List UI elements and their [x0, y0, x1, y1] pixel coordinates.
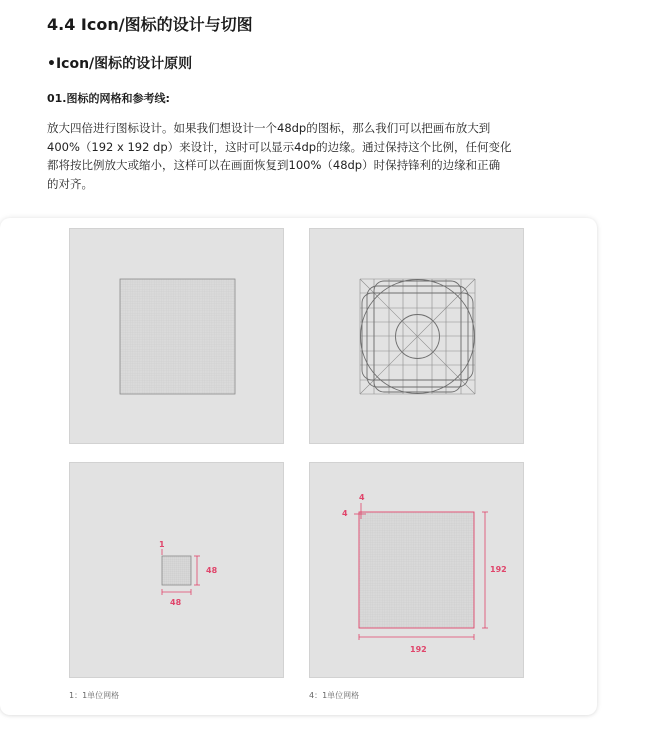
paragraph-line: 放大四倍进行图标设计。如果我们想设计一个48dp的图标，那么我们可以把画布放大到 [47, 121, 491, 135]
width-dimension-label: 192 [410, 645, 427, 654]
small-icon-grid-illustration [70, 463, 285, 679]
keyline-shapes-illustration [310, 229, 525, 445]
margin-top-label: 4 [359, 493, 365, 502]
body-paragraph [47, 119, 547, 193]
page-title: 4.4 Icon/图标的设计与切图 [47, 15, 253, 34]
keyline-panel [309, 228, 524, 444]
paragraph-line: 的对齐。 [47, 176, 93, 191]
height-dimension-label: 48 [206, 566, 218, 575]
height-dimension-label: 192 [490, 565, 507, 574]
unit-label: 1 [159, 540, 165, 549]
figure-caption-left: 1：1单位网格 [69, 691, 120, 700]
margin-left-label: 4 [342, 509, 348, 518]
width-dimension-label: 48 [170, 598, 182, 607]
figure-card [0, 218, 597, 715]
fine-grid-illustration [70, 229, 285, 445]
paragraph-line: 400%（192 x 192 dp）来设计，这时可以显示4dp的边缘。通过保持这个比例，任何变化 [47, 139, 512, 154]
grid-panel-48dp [69, 462, 284, 678]
paragraph-line: 都将按比例放大或缩小，这样可以在画面恢复到100%（48dp）时保持锋利的边缘和正确 [47, 158, 501, 172]
grid-panel-192dp [309, 462, 524, 678]
grid-panel-plain [69, 228, 284, 444]
figure-caption-right: 4：1单位网格 [309, 691, 360, 700]
sub-title: 01.图标的网格和参考线: [47, 92, 170, 105]
section-title: •Icon/图标的设计原则 [47, 56, 193, 72]
